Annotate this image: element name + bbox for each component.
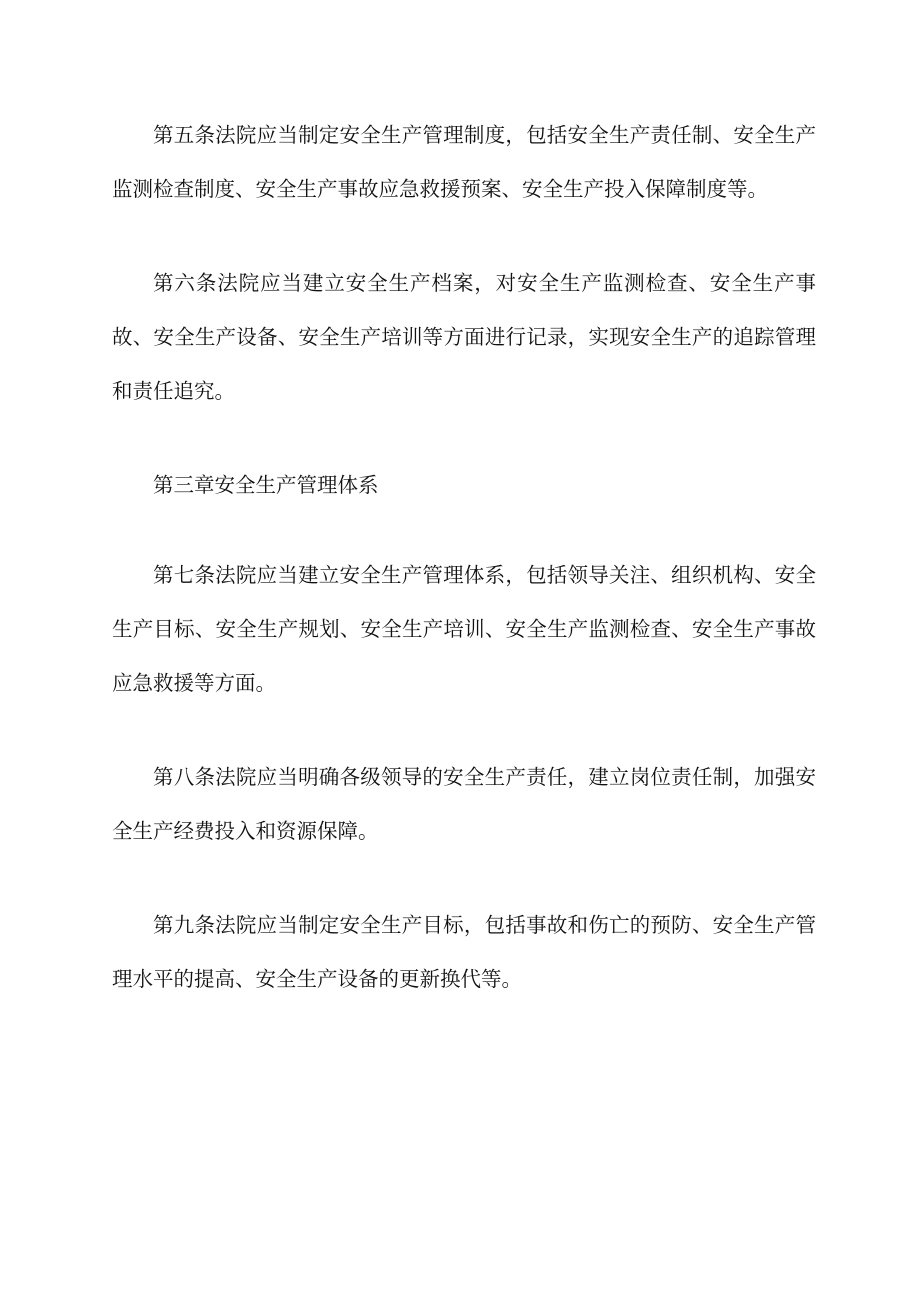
article-7-paragraph: 第七条法院应当建立安全生产管理体系，包括领导关注、组织机构、安全生产目标、安全生产规划、安全生产培训、安全生产监测检查、安全生产事故应急救援等方面。 (112, 563, 816, 695)
chapter-3-heading: 第三章安全生产管理体系 (153, 473, 379, 497)
article-9-paragraph: 第九条法院应当制定安全生产目标，包括事故和伤亡的预防、安全生产管理水平的提高、安全生产设备的更新换代等。 (112, 913, 816, 991)
article-5-paragraph: 第五条法院应当制定安全生产管理制度，包括安全生产责任制、安全生产监测检查制度、安全生产事故应急救援预案、安全生产投入保障制度等。 (112, 123, 816, 201)
article-6-paragraph: 第六条法院应当建立安全生产档案，对安全生产监测检查、安全生产事故、安全生产设备、安全生产培训等方面进行记录，实现安全生产的追踪管理和责任追究。 (112, 271, 816, 403)
article-8-paragraph: 第八条法院应当明确各级领导的安全生产责任，建立岗位责任制，加强安全生产经费投入和资源保障。 (112, 765, 816, 843)
